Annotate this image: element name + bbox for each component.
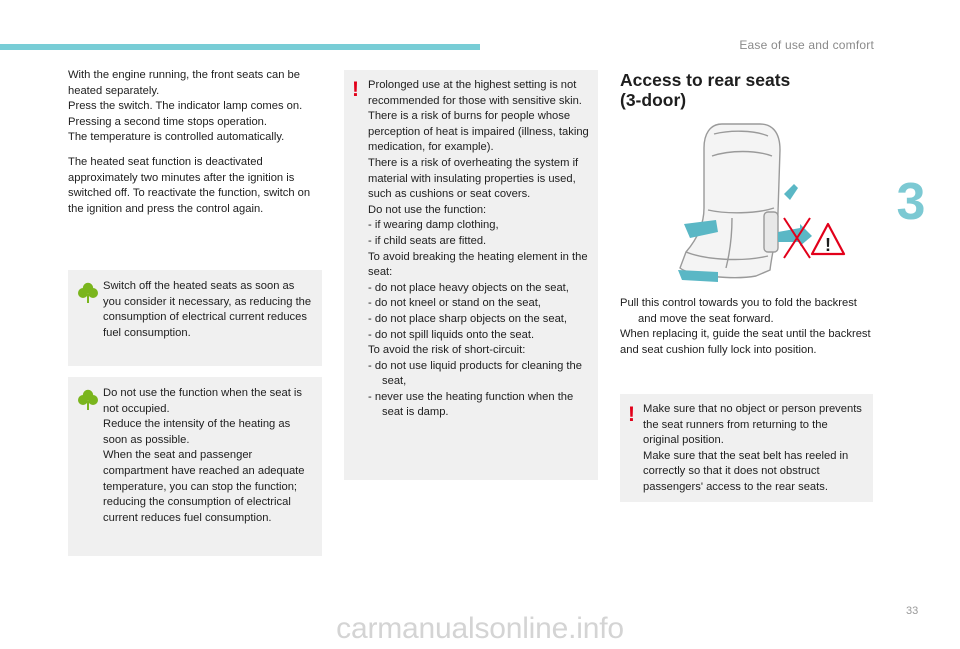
warning-list-item bbox=[368, 234, 594, 250]
step-item bbox=[68, 99, 324, 115]
eco-leaf-icon bbox=[78, 282, 98, 304]
watermark: carmanualsonline.info bbox=[336, 612, 624, 645]
list-item-text: if wearing damp clothing, bbox=[374, 219, 499, 232]
svg-text:!: ! bbox=[825, 235, 831, 255]
eco-tip-paragraph: Reduce the intensity of the heating as soon as possible. bbox=[103, 418, 291, 446]
list-item-text: do not place sharp objects on the seat, bbox=[374, 312, 568, 325]
dash-marker: - bbox=[368, 297, 372, 310]
warning-list-item bbox=[368, 296, 594, 312]
seat-warning-box bbox=[620, 394, 873, 502]
step-text: Press the switch. The indicator lamp comes on. bbox=[68, 100, 303, 113]
seat-warning-text bbox=[643, 402, 865, 496]
deactivation-text: The heated seat function is deactivated approximately two minutes after the ignition is switched off. To reactivate the function, switch on the ignition and press the control again. bbox=[68, 155, 311, 215]
dash-marker: - bbox=[368, 328, 372, 341]
dash-marker: - bbox=[368, 359, 372, 372]
warning-paragraph: There is a risk of burns for people whose perception of heat is impaired (illness, taking medication, for example). bbox=[368, 110, 589, 154]
step-item bbox=[620, 296, 876, 327]
warning-exclamation-icon: ! bbox=[352, 78, 359, 101]
warning-paragraph: There is a risk of overheating the system if material with insulating properties is used, such as cushions or seat covers. bbox=[368, 156, 579, 201]
list-item-text: if child seats are fitted. bbox=[374, 234, 487, 247]
warning-list-item bbox=[368, 390, 594, 421]
section-title: Ease of use and comfort bbox=[739, 38, 874, 52]
eco-tip-paragraph: Do not use the function when the seat is not occupied. bbox=[103, 387, 303, 415]
eco-leaf-icon bbox=[78, 389, 98, 411]
dash-marker: - bbox=[368, 281, 372, 294]
eco-tip-box-1 bbox=[68, 270, 322, 366]
safety-warning-box bbox=[344, 70, 598, 480]
step-text: Pressing a second time stops operation. bbox=[68, 115, 267, 128]
seat-outline bbox=[680, 124, 780, 278]
warning-paragraph: Do not use the function: bbox=[368, 203, 487, 216]
section-heading bbox=[620, 70, 870, 110]
section-heading-line: (3-door) bbox=[620, 90, 687, 110]
list-item-text: do not kneel or stand on the seat, bbox=[374, 297, 541, 310]
warning-paragraph: To avoid breaking the heating element in the seat: bbox=[368, 250, 588, 279]
warning-list-item bbox=[368, 328, 594, 344]
dash-marker: - bbox=[368, 219, 372, 232]
section-heading-line: Access to rear seats bbox=[620, 70, 791, 90]
eco-tip-paragraph: Switch off the heated seats as soon as you consider it necessary, as reducing the consumption of electrical current reduces fuel consumption. bbox=[103, 280, 312, 339]
dash-marker: - bbox=[368, 234, 372, 247]
warning-list-item bbox=[368, 218, 594, 234]
warning-list-item bbox=[368, 312, 594, 328]
safety-warning-text bbox=[368, 78, 594, 421]
step-text: Pull this control towards you to fold the backrest and move the seat forward. bbox=[620, 297, 857, 325]
seat-release-illustration bbox=[660, 120, 850, 290]
warning-paragraph: To avoid the risk of short-circuit: bbox=[368, 344, 526, 357]
warning-triangle-icon bbox=[812, 224, 844, 255]
eco-tip-box-2 bbox=[68, 377, 322, 556]
left-column bbox=[68, 68, 324, 217]
temperature-note: The temperature is controlled automatically. bbox=[68, 131, 285, 144]
warning-paragraph: Make sure that the seat belt has reeled in correctly so that it does not obstruct passengers' access to the rear seats. bbox=[643, 449, 849, 493]
dash-marker: - bbox=[368, 312, 372, 325]
header-accent-bar bbox=[0, 44, 480, 50]
list-item-text: do not spill liquids onto the seat. bbox=[374, 328, 535, 341]
warning-exclamation-icon: ! bbox=[628, 403, 635, 426]
list-item-text: do not use liquid products for cleaning the seat, bbox=[374, 359, 582, 388]
warning-paragraph: Make sure that no object or person prevents the seat runners from returning to the original position. bbox=[643, 403, 862, 447]
warning-list-item bbox=[368, 359, 594, 390]
right-column-text bbox=[620, 296, 876, 358]
step-item bbox=[68, 115, 324, 131]
replacing-text: When replacing it, guide the seat until the backrest and seat cushion fully lock into position. bbox=[620, 328, 871, 356]
dash-marker: - bbox=[368, 390, 372, 403]
warning-list-item bbox=[368, 281, 594, 297]
list-item-text: never use the heating function when the seat is damp. bbox=[374, 390, 574, 419]
intro-text: With the engine running, the front seats can be heated separately. bbox=[68, 69, 300, 97]
eco-tip-paragraph: When the seat and passenger compartment have reached an adequate temperature, you can stop the function; reducing the consumption of electrical current reduces fuel consumption. bbox=[103, 449, 305, 524]
page-number: 33 bbox=[906, 605, 919, 617]
eco-tip-text bbox=[103, 386, 317, 526]
chapter-number: 3 bbox=[896, 173, 926, 231]
list-item-text: do not place heavy objects on the seat, bbox=[374, 281, 569, 294]
eco-tip-text bbox=[103, 279, 313, 341]
warning-paragraph: Prolonged use at the highest setting is not recommended for those with sensitive skin. bbox=[368, 79, 582, 107]
